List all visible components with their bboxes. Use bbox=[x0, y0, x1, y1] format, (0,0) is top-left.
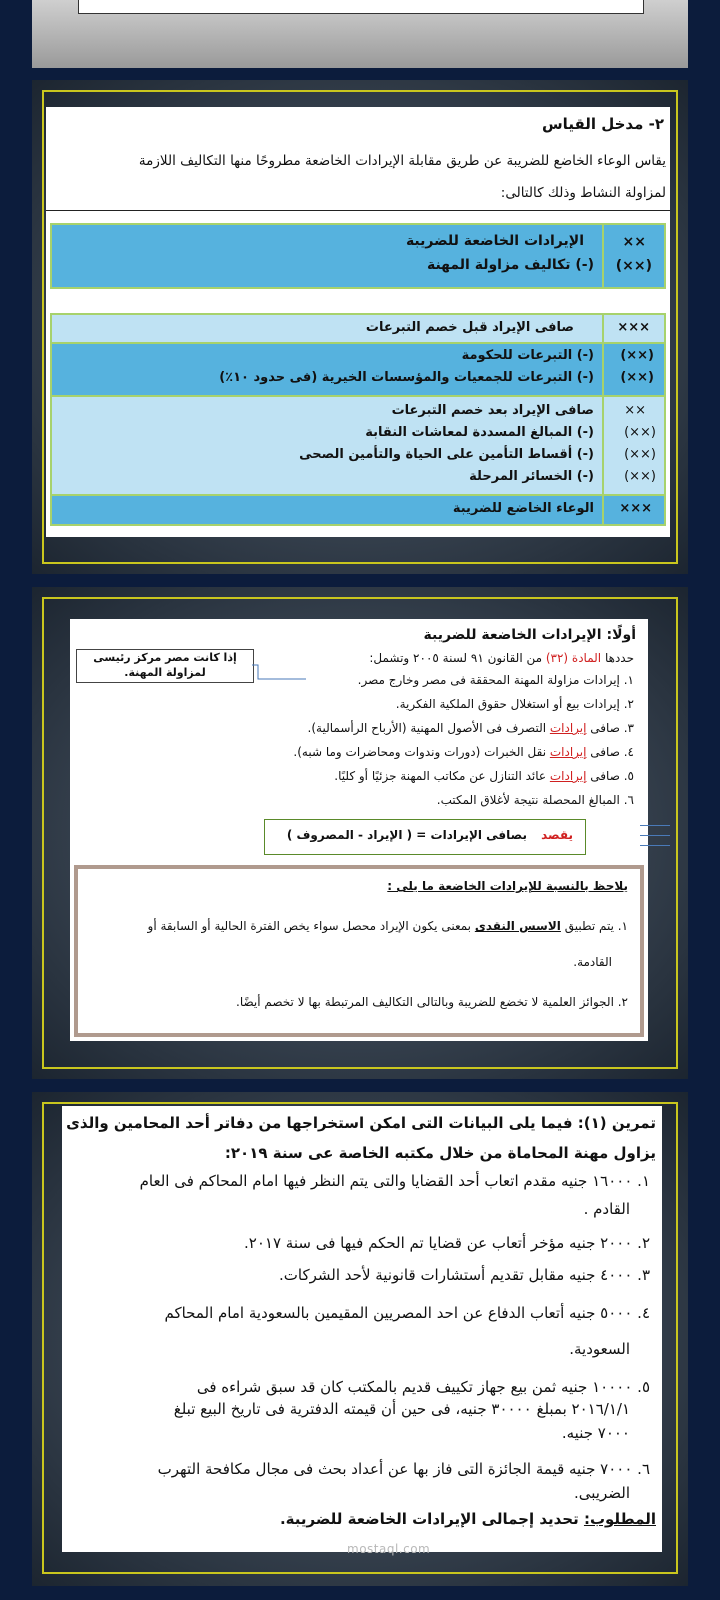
section-title: أولًا: الإيرادات الخاضعة للضريبة bbox=[423, 627, 636, 643]
slide-content bbox=[46, 107, 670, 537]
definition-box bbox=[264, 819, 586, 855]
text-cell bbox=[52, 344, 602, 396]
amount: ×× bbox=[624, 403, 646, 418]
callout-text: لمزاولة المهنة. bbox=[124, 666, 206, 679]
list-item bbox=[396, 697, 634, 711]
item-number: ٥. bbox=[623, 769, 634, 783]
item-label: (-) الخسائر المرحلة bbox=[469, 469, 594, 484]
item-text: صافى bbox=[586, 769, 620, 783]
exercise-item-6-continued: الضريبى. bbox=[574, 1484, 630, 1502]
list-item bbox=[358, 673, 634, 687]
note-text: ١. يتم تطبيق bbox=[560, 919, 628, 933]
item-label: الإيرادات الخاضعة للضريبة bbox=[405, 233, 584, 249]
item-label: (-) أقساط التأمين على الحياة والتأمين الصحى bbox=[299, 447, 594, 462]
previous-slide-box bbox=[78, 0, 644, 14]
item-number: ٢. bbox=[623, 697, 634, 711]
intro-text: حددها bbox=[601, 651, 634, 665]
divider bbox=[46, 210, 670, 211]
item-highlight: إيرادات bbox=[549, 745, 587, 759]
exercise-item-3: ٣. ٤٠٠٠ جنيه مقابل تقديم أستشارات قانونية لأحد الشركات. bbox=[279, 1266, 650, 1284]
text-cell bbox=[52, 225, 602, 287]
definition-text: بصافى الإيرادات = ( الإيراد - المصروف ) bbox=[286, 828, 527, 842]
slide-content bbox=[62, 1106, 662, 1556]
note-callout bbox=[76, 649, 254, 683]
slide-taxable-revenues bbox=[32, 587, 688, 1079]
note-1 bbox=[148, 919, 628, 933]
list-item bbox=[334, 769, 634, 783]
note-2: ٢. الجوائز العلمية لا تخضع للضريبة وبالتالى التكاليف المرتبطة بها لا تخصم أيضًا. bbox=[236, 995, 628, 1009]
exercise-intro-line-1: تمرين (١): فيما يلى البيانات التى امكن استخراجها من دفاتر أحد المحامين والذى bbox=[66, 1114, 656, 1132]
required-text: تحديد إجمالى الإيرادات الخاضعة للضريبة. bbox=[279, 1510, 584, 1528]
amount-cell bbox=[602, 344, 664, 396]
paragraph-line-1: يقاس الوعاء الخاضع للضريبة عن طريق مقابلة الإيرادات الخاضعة مطروحًا منها التكاليف اللازمة bbox=[138, 153, 666, 169]
slide-exercise-1 bbox=[32, 1092, 688, 1586]
previous-slide-strip bbox=[32, 0, 688, 68]
amount-cell bbox=[602, 225, 664, 287]
amount: (××) bbox=[624, 447, 656, 462]
item-label: الوعاء الخاضع للضريبة bbox=[452, 501, 594, 516]
article-ref: المادة (٣٢) bbox=[545, 651, 602, 665]
paragraph-line-2: لمزاولة النشاط وذلك كالتالى: bbox=[500, 185, 666, 201]
item-text: إيرادات مزاولة المهنة المحققة فى مصر وخارج مصر. bbox=[357, 673, 620, 687]
exercise-item-4: ٤. ٥٠٠٠ جنيه أتعاب الدفاع عن احد المصريين المقيمين بالسعودية امام المحاكم bbox=[164, 1304, 650, 1322]
amount: (××) bbox=[624, 469, 656, 484]
item-number: ١. bbox=[623, 673, 634, 687]
list-item bbox=[293, 745, 634, 759]
intro-text: من القانون ٩١ لسنة ٢٠٠٥ وتشمل: bbox=[369, 651, 546, 665]
intro-line bbox=[369, 651, 634, 665]
item-label: صافى الإيراد قبل خصم التبرعات bbox=[365, 320, 574, 335]
item-label: (-) التبرعات للحكومة bbox=[461, 348, 594, 363]
exercise-intro-line-2: يزاول مهنة المحاماة من خلال مكتبه الخاصة عى سنة ٢٠١٩: bbox=[224, 1144, 656, 1162]
notes-title: يلاحظ بالنسبة للإيرادات الخاضعة ما يلى : bbox=[387, 879, 628, 893]
notes-box bbox=[74, 865, 644, 1037]
exercise-item-1-continued: القادم . bbox=[583, 1200, 630, 1218]
item-label: (-) تكاليف مزاولة المهنة bbox=[426, 257, 594, 273]
exercise-item-5: ٥. ١٠٠٠٠ جنيه ثمن بيع جهاز تكييف قديم بالمكتب كان قد سبق شراءه فى bbox=[196, 1378, 650, 1396]
arrow-icon bbox=[640, 835, 670, 836]
required-line bbox=[280, 1510, 656, 1528]
slide-measurement-approach bbox=[32, 80, 688, 574]
callout-connector bbox=[252, 663, 308, 683]
arrow-icon bbox=[640, 845, 670, 846]
slide-content bbox=[70, 619, 648, 1041]
exercise-item-1: ١. ١٦٠٠٠ جنيه مقدم اتعاب أحد القضايا والتى يتم النظر فيها امام المحاكم فى العام bbox=[139, 1172, 650, 1190]
section-title: ٢- مدخل القياس bbox=[541, 115, 664, 133]
exercise-item-5-continued: ٢٠١٦/١/١ بمبلغ ٣٠٠٠٠ جنيه، فى حين أن قيمته الدفترية فى تاريخ البيع تبلغ bbox=[173, 1400, 630, 1418]
required-label: المطلوب: bbox=[583, 1510, 656, 1528]
amount-cell bbox=[602, 496, 664, 524]
item-highlight: إيرادات bbox=[549, 769, 587, 783]
callout-text: إذا كانت مصر مركز رئيسى bbox=[93, 651, 237, 664]
item-highlight: إيرادات bbox=[549, 721, 587, 735]
exercise-item-2: ٢. ٢٠٠٠ جنيه مؤخر أتعاب عن قضايا تم الحكم فيها فى سنة ٢٠١٧. bbox=[244, 1234, 650, 1252]
item-text: نقل الخبرات (دورات وندوات ومحاضرات وما شبه). bbox=[293, 745, 550, 759]
text-cell bbox=[52, 397, 602, 495]
item-label: صافى الإيراد بعد خصم التبرعات bbox=[391, 403, 594, 418]
table2-row-3 bbox=[50, 395, 666, 497]
table2-row-2 bbox=[50, 342, 666, 398]
table2-row-1 bbox=[50, 313, 666, 345]
note-1-continued: القادمة. bbox=[573, 955, 612, 969]
item-text: صافى bbox=[586, 745, 620, 759]
item-label: (-) المبالغ المسددة لمعاشات النقابة bbox=[365, 425, 594, 440]
item-text: التصرف فى الأصول المهنية (الأرباح الرأسمالية). bbox=[307, 721, 550, 735]
arrow-icon bbox=[640, 825, 670, 826]
table2-row-4 bbox=[50, 494, 666, 526]
amount-cell bbox=[602, 315, 664, 343]
note-text: بمعنى يكون الإيراد محصل سواء يخص الفترة الحالية أو السابقة أو bbox=[147, 919, 475, 933]
exercise-item-4-continued: السعودية. bbox=[569, 1340, 630, 1358]
table1-row bbox=[50, 223, 666, 289]
item-text: إيرادات بيع أو استغلال حقوق الملكية الفكرية. bbox=[395, 697, 620, 711]
amount: (××) bbox=[620, 370, 654, 385]
list-item bbox=[437, 793, 634, 807]
amount: ××× bbox=[619, 501, 652, 516]
exercise-item-5-continued: ٧٠٠٠ جنيه. bbox=[561, 1424, 630, 1442]
item-text: المبالغ المحصلة نتيجة لأغلاق المكتب. bbox=[436, 793, 620, 807]
amount: (××) bbox=[620, 348, 654, 363]
amount: ××× bbox=[617, 320, 650, 335]
text-cell bbox=[52, 315, 602, 343]
item-number: ٤. bbox=[623, 745, 634, 759]
list-item bbox=[308, 721, 634, 735]
item-number: ٦. bbox=[623, 793, 634, 807]
amount: ×× bbox=[622, 234, 646, 250]
watermark: mostaql.com bbox=[347, 1542, 431, 1556]
item-label: (-) التبرعات للجمعيات والمؤسسات الخيرية (فى حدود ١٠٪) bbox=[219, 370, 594, 385]
item-number: ٣. bbox=[623, 721, 634, 735]
item-text: صافى bbox=[586, 721, 620, 735]
exercise-item-6: ٦. ٧٠٠٠ جنيه قيمة الجائزة التى فاز بها عن أعداد بحث فى مجال مكافحة التهرب bbox=[157, 1460, 650, 1478]
amount-cell bbox=[602, 397, 664, 495]
item-text: عائد التنازل عن مكاتب المهنة جزئيًا أو كليًا. bbox=[334, 769, 550, 783]
amount: (××) bbox=[624, 425, 656, 440]
note-highlight: الاسس النقدى bbox=[474, 919, 561, 933]
amount: (××) bbox=[615, 258, 652, 274]
definition-label: يقصد bbox=[541, 828, 573, 842]
text-cell bbox=[52, 496, 602, 524]
